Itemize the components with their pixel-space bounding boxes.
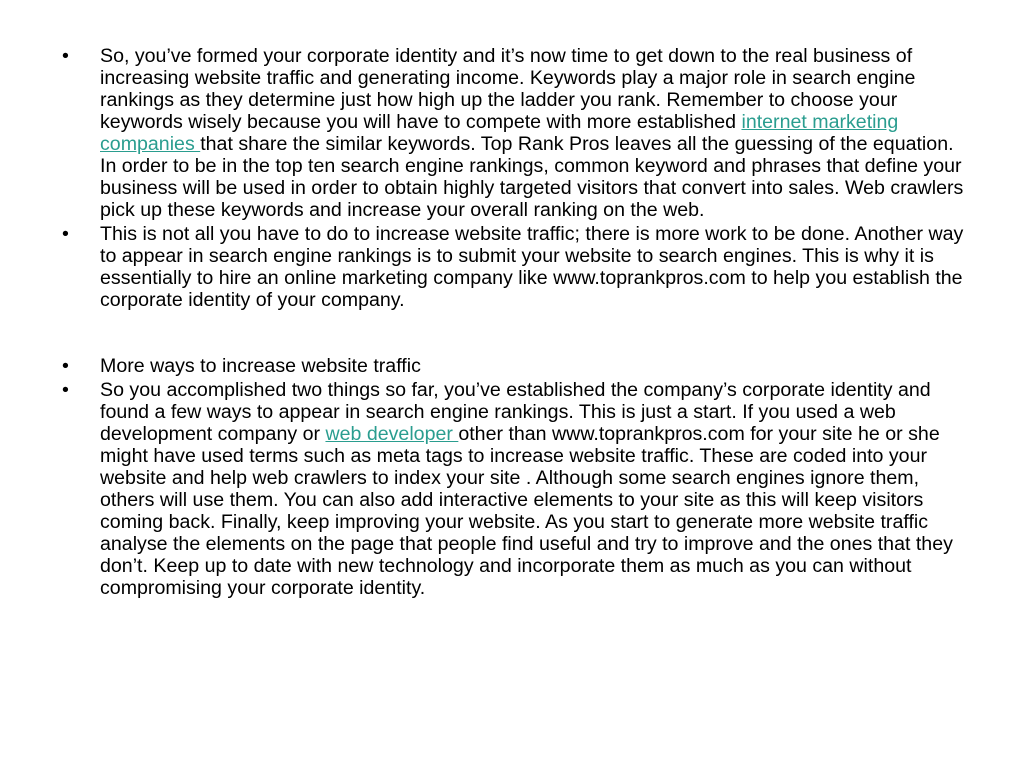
bullet-keywords	[62, 45, 974, 221]
web-developer-link[interactable]: web developer	[325, 423, 459, 445]
bullet-marker: •	[62, 45, 69, 67]
paragraph-text: that share the similar keywords. Top Rank Pros leaves all the guessing of the equation. In order to be in the top ten search engine rankings, common keyword and phrases that define your business will be used in order to obtain highly targeted visitors that convert into sales. Web crawlers pick up these keywords and increase your overall ranking on the web.	[100, 133, 964, 221]
paragraph-text: More ways to increase website traffic	[100, 355, 421, 377]
slide-content	[62, 45, 974, 601]
bullet-submit-search-engines	[62, 223, 974, 311]
paragraph-text: So, you’ve formed your corporate identity and it’s now time to get down to the real business of increasing website traffic and generating income. Keywords play a major role in search engine rankings as they determine just how high up the ladder you rank. Remember to choose your keywords wisely because you will have to compete with more established	[100, 45, 916, 133]
paragraph-text: So you accomplished two things so far, you’ve established the company’s corporate identity and found a few ways to appear in search engine rankings. This is just a start. If you used a web development company or	[100, 379, 931, 445]
bullet-accomplished	[62, 379, 974, 599]
bullet-marker: •	[62, 379, 69, 401]
bullet-marker: •	[62, 223, 69, 245]
bullet-marker: •	[62, 355, 69, 377]
internet-marketing-companies-link[interactable]: internet marketing companies	[100, 111, 899, 155]
bullet-heading-more-ways	[62, 355, 974, 377]
paragraph-text: This is not all you have to do to increase website traffic; there is more work to be done. Another way to appear in search engine rankings is to submit your website to search engines. This is why it is essentially to hire an online marketing company like www.toprankpros.com to help you establish the corporate identity of your company.	[100, 223, 964, 311]
paragraph-text: other than www.toprankpros.com for your site he or she might have used terms such as meta tags to increase website traffic. These are coded into your website and help web crawlers to index your site . Although some search engines ignore them, others will use them. You can also add interactive elements to your site as this will keep visitors coming back. Finally, keep improving your website. As you start to generate more website traffic analyse the elements on the page that people find useful and try to improve and the ones that they don’t. Keep up to date with new technology and incorporate them as much as you can without compromising your corporate identity.	[100, 423, 953, 599]
